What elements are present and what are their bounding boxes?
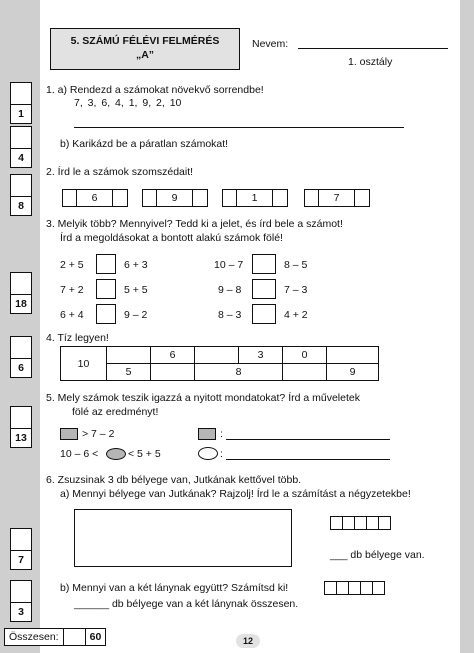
- bottom-cell-blank[interactable]: [151, 364, 195, 381]
- t3-row1-right1: 6 + 3: [124, 259, 148, 271]
- total-max: 60: [89, 631, 102, 643]
- task-5-expr-2-right: < 5 + 5: [128, 448, 161, 460]
- t3-row1-right2: 8 – 5: [284, 259, 308, 271]
- t3-row2-box1[interactable]: [96, 279, 116, 299]
- t3-row3-left2: 8 – 3: [218, 309, 242, 321]
- name-label: Nevem:: [252, 38, 289, 50]
- bottom-cell: 9: [327, 364, 379, 381]
- top-cell-blank[interactable]: [195, 347, 239, 364]
- top-cell: 3: [239, 347, 283, 364]
- name-line[interactable]: [298, 48, 448, 49]
- task-5-colon-1: :: [220, 428, 223, 440]
- bottom-cell-blank[interactable]: [283, 364, 327, 381]
- task-5-line-2: fölé az eredményt!: [72, 406, 159, 418]
- score-box-7[interactable]: 7: [10, 528, 32, 570]
- top-cell-blank[interactable]: [327, 347, 379, 364]
- task-1a-numbers: 7, 3, 6, 4, 1, 9, 2, 10: [74, 97, 182, 109]
- task-3-line-2: Írd a megoldásokat a bontott alakú számok fölé!: [60, 232, 283, 244]
- total-score-box: [4, 628, 106, 646]
- title-line-2: „A”: [135, 49, 155, 61]
- ten-cell: 10: [61, 347, 107, 381]
- calc-boxes-a[interactable]: [330, 516, 390, 530]
- t3-row2-left1: 7 + 2: [60, 284, 84, 296]
- total-label: Összesen:: [5, 629, 64, 645]
- neighbor-row-3[interactable]: 1: [222, 189, 288, 207]
- ten-decomposition-table: [60, 346, 379, 381]
- task-5-line-1: 5. Mely számok teszik igazzá a nyitott mondatokat? Írd a műveletek: [46, 392, 360, 404]
- total-score-field[interactable]: [64, 629, 86, 645]
- t3-row3-box1[interactable]: [96, 304, 116, 324]
- oval-placeholder: [198, 447, 218, 460]
- task-5-answer-line-2[interactable]: [226, 459, 390, 460]
- score-box-4[interactable]: 18: [10, 272, 32, 314]
- task-3-line-1: 3. Melyik több? Mennyivel? Tedd ki a jelet, és írd bele a számot!: [46, 218, 343, 230]
- task-5-expr-2-left: 10 – 6 <: [60, 448, 99, 460]
- t3-row1-box1[interactable]: [96, 254, 116, 274]
- title-line-1: 5. SZÁMÚ FÉLÉVI FELMÉRÉS: [70, 35, 220, 47]
- title-box: [50, 28, 240, 70]
- score-box-1[interactable]: 1: [10, 82, 32, 124]
- task-4-text: 4. Tíz legyen!: [46, 332, 109, 344]
- t3-row2-right1: 5 + 5: [124, 284, 148, 296]
- task-1a-text: 1. a) Rendezd a számokat növekvő sorrendbe!: [46, 84, 264, 96]
- page-number: 12: [236, 634, 260, 648]
- gray-oval-placeholder[interactable]: [106, 448, 126, 460]
- task-5-answer-line-1[interactable]: [226, 439, 390, 440]
- t3-row3-right1: 9 – 2: [124, 309, 148, 321]
- right-margin-strip: [460, 0, 474, 653]
- task-6-line-2: a) Mennyi bélyege van Jutkának? Rajzolj! Írd le a számítást a négyzetekbe!: [60, 488, 411, 500]
- score-box-5[interactable]: 6: [10, 336, 32, 378]
- task-5-expr-1: > 7 – 2: [82, 428, 115, 440]
- bottom-cell: 5: [107, 364, 151, 381]
- task-2-text: 2. Írd le a számok szomszédait!: [46, 166, 194, 178]
- t3-row1-left1: 2 + 5: [60, 259, 84, 271]
- t3-row2-right2: 7 – 3: [284, 284, 308, 296]
- t3-row3-left1: 6 + 4: [60, 309, 84, 321]
- gray-box-placeholder: [198, 428, 216, 440]
- calc-boxes-b[interactable]: [324, 581, 384, 595]
- neighbor-row-2[interactable]: 9: [142, 189, 208, 207]
- task-6b-text: b) Mennyi van a két lánynak együtt? Számítsd ki!: [60, 582, 289, 594]
- top-cell-blank[interactable]: [107, 347, 151, 364]
- gray-box-placeholder[interactable]: [60, 428, 78, 440]
- score-box-6[interactable]: 13: [10, 406, 32, 448]
- t3-row3-box2[interactable]: [252, 304, 276, 324]
- t3-row2-box2[interactable]: [252, 279, 276, 299]
- t3-row3-right2: 4 + 2: [284, 309, 308, 321]
- task-5-colon-2: :: [220, 448, 223, 460]
- t3-row2-left2: 9 – 8: [218, 284, 242, 296]
- class-label: 1. osztály: [348, 56, 393, 68]
- top-cell: 6: [151, 347, 195, 364]
- score-box-8[interactable]: 3: [10, 580, 32, 622]
- neighbor-row-1[interactable]: 6: [62, 189, 128, 207]
- task-6-line-1: 6. Zsuzsinak 3 db bélyege van, Jutkának kettővel több.: [46, 474, 302, 486]
- task-6b-answer: ______ db bélyege van a két lánynak összesen.: [74, 598, 299, 610]
- top-cell: 0: [283, 347, 327, 364]
- drawing-area[interactable]: [74, 509, 292, 567]
- task-1b-text: b) Karikázd be a páratlan számokat!: [60, 138, 229, 150]
- bottom-cell: 8: [195, 364, 283, 381]
- task-6a-answer: ___ db bélyege van.: [330, 549, 425, 561]
- t3-row1-left2: 10 – 7: [214, 259, 244, 271]
- t3-row1-box2[interactable]: [252, 254, 276, 274]
- task-1a-answer-line[interactable]: [74, 127, 404, 128]
- neighbor-row-4[interactable]: 7: [304, 189, 370, 207]
- score-box-2[interactable]: 4: [10, 126, 32, 168]
- score-box-3[interactable]: 8: [10, 174, 32, 216]
